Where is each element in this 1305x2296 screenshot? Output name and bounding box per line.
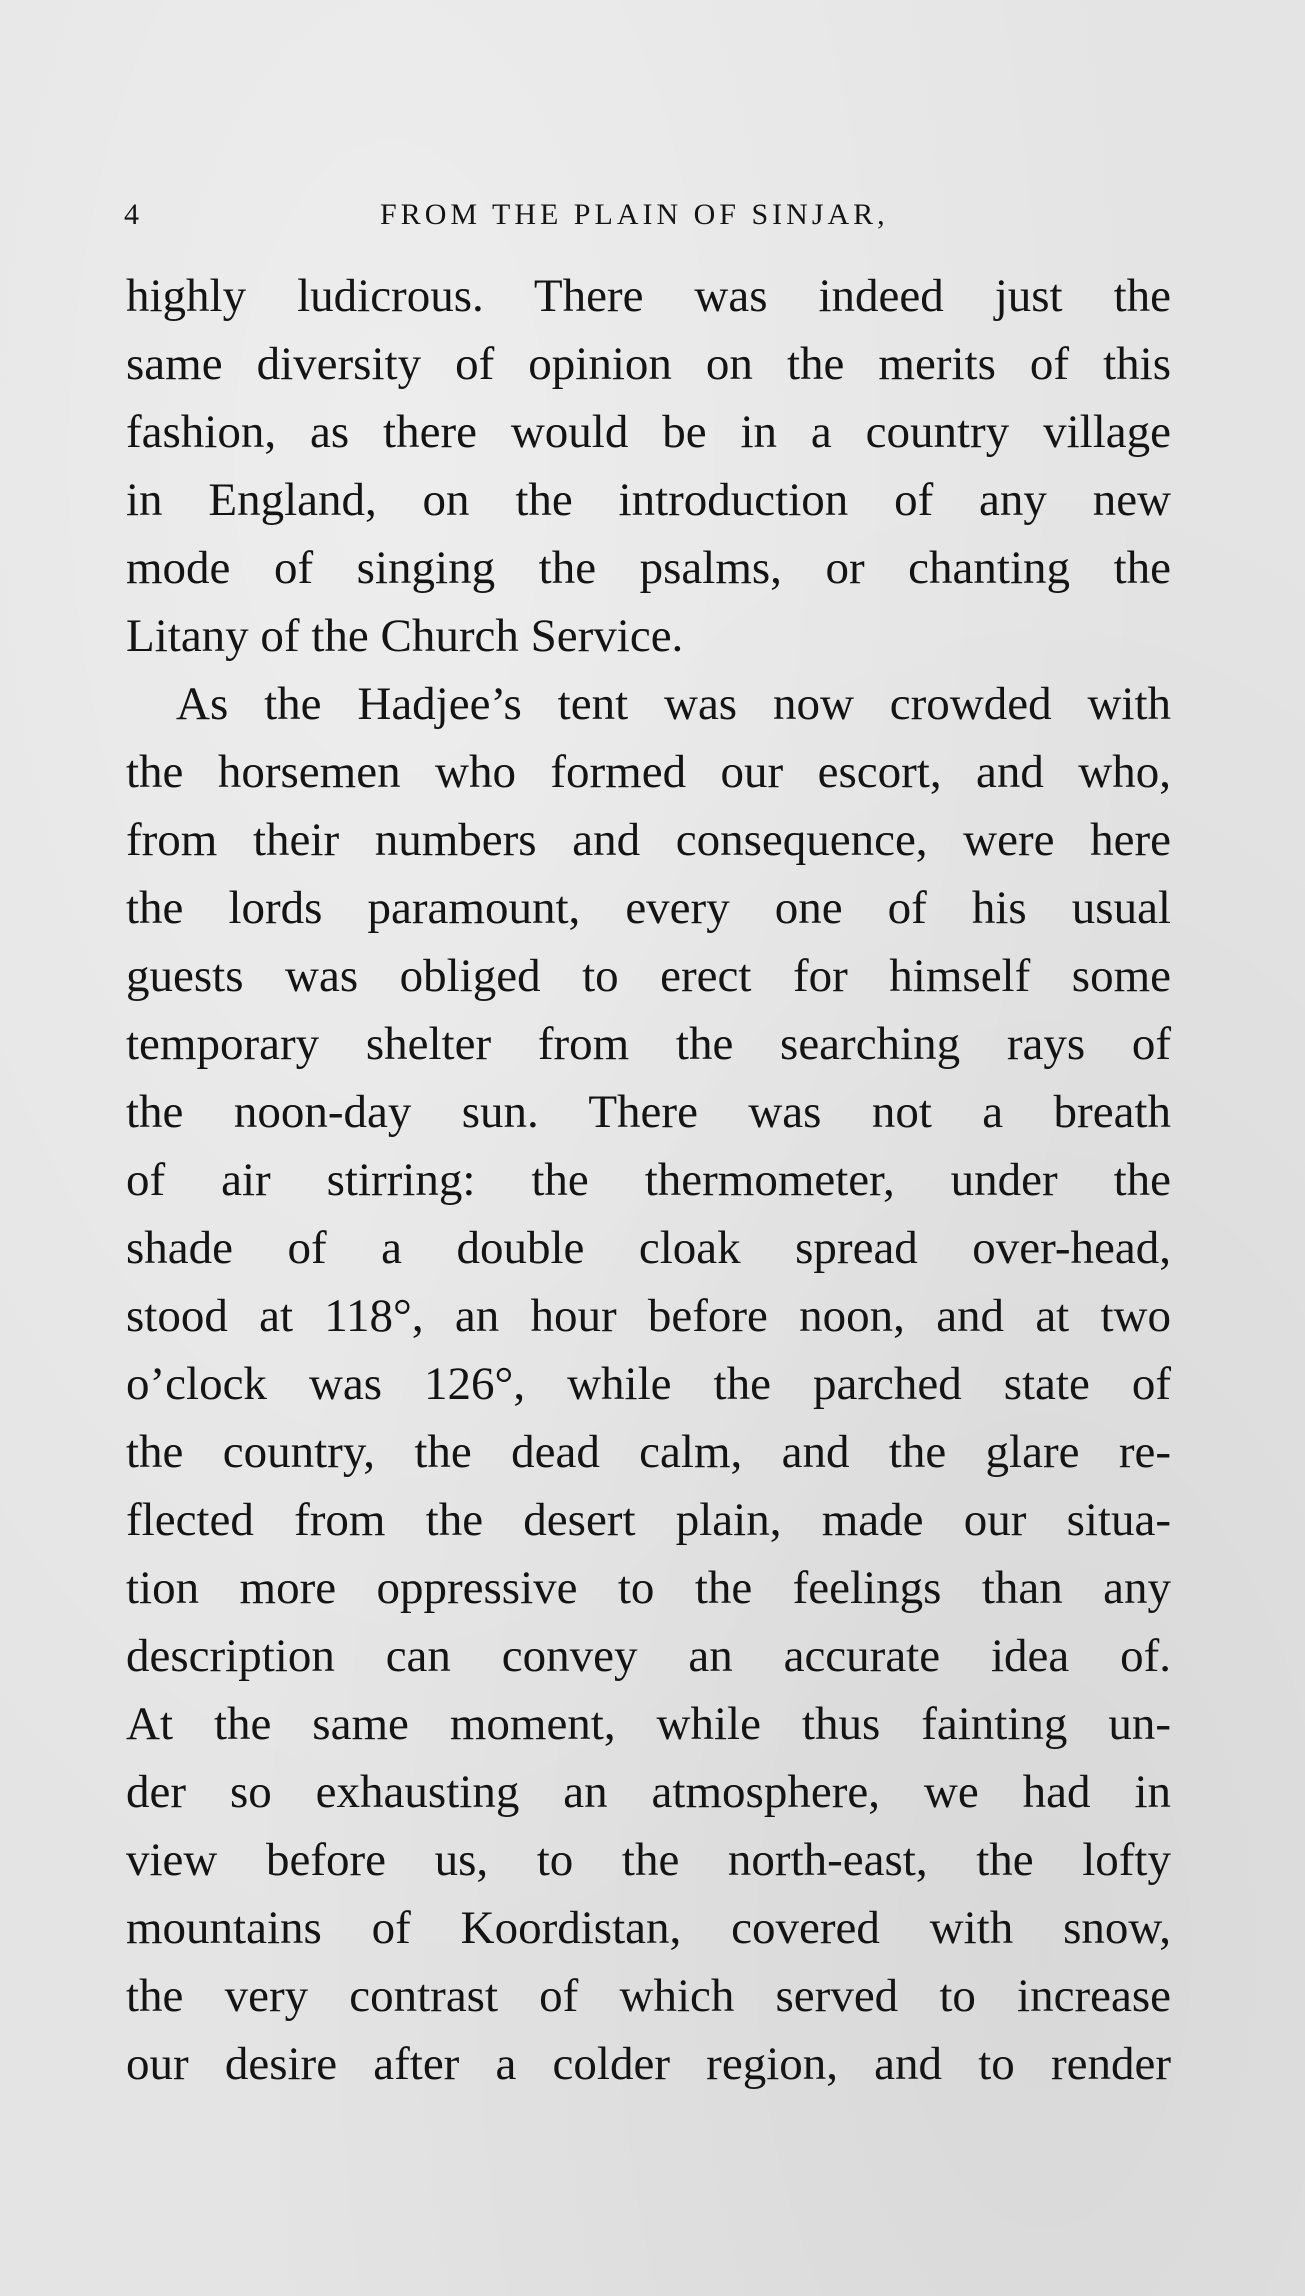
text-line: same diversity of opinion on the merits of this bbox=[126, 338, 1171, 390]
page-number: 4 bbox=[124, 198, 140, 231]
text-line: o’clock was 126°, while the parched state of bbox=[126, 1358, 1171, 1410]
text-line: tion more oppressive to the feelings than any bbox=[126, 1562, 1171, 1614]
text-line: stood at 118°, an hour before noon, and at two bbox=[126, 1290, 1171, 1342]
text-line: the lords paramount, every one of his usual bbox=[126, 882, 1171, 934]
paragraph bbox=[126, 670, 1171, 2098]
text-line: shade of a double cloak spread over-head, bbox=[126, 1222, 1171, 1274]
text-line: in England, on the introduction of any new bbox=[126, 474, 1171, 526]
body-text bbox=[126, 262, 1171, 2098]
text-line: At the same moment, while thus fainting un- bbox=[126, 1698, 1171, 1750]
text-line: of air stirring: the thermometer, under the bbox=[126, 1154, 1171, 1206]
text-line: Litany of the Church Service. bbox=[126, 610, 684, 662]
text-line: As the Hadjee’s tent was now crowded with bbox=[176, 678, 1171, 730]
text-line: the noon-day sun. There was not a breath bbox=[126, 1086, 1171, 1138]
text-line: our desire after a colder region, and to render bbox=[126, 2038, 1171, 2090]
text-line: highly ludicrous. There was indeed just the bbox=[126, 270, 1171, 322]
text-line: fashion, as there would be in a country village bbox=[126, 406, 1171, 458]
text-line: from their numbers and consequence, were here bbox=[126, 814, 1171, 866]
text-line: flected from the desert plain, made our situa- bbox=[126, 1494, 1171, 1546]
text-line: view before us, to the north-east, the lofty bbox=[126, 1834, 1171, 1886]
text-line: the country, the dead calm, and the glare re- bbox=[126, 1426, 1171, 1478]
text-line: temporary shelter from the searching rays of bbox=[126, 1018, 1171, 1070]
text-line: mode of singing the psalms, or chanting the bbox=[126, 542, 1171, 594]
running-head bbox=[120, 198, 1170, 242]
text-line: der so exhausting an atmosphere, we had in bbox=[126, 1766, 1171, 1818]
text-line: the very contrast of which served to increase bbox=[126, 1970, 1171, 2022]
text-line: mountains of Koordistan, covered with snow, bbox=[126, 1902, 1171, 1954]
text-line: the horsemen who formed our escort, and who, bbox=[126, 746, 1171, 798]
running-title: FROM THE PLAIN OF SINJAR, bbox=[380, 198, 889, 231]
text-line: guests was obliged to erect for himself some bbox=[126, 950, 1171, 1002]
text-line: description can convey an accurate idea of. bbox=[126, 1630, 1171, 1682]
paragraph bbox=[126, 262, 1171, 670]
